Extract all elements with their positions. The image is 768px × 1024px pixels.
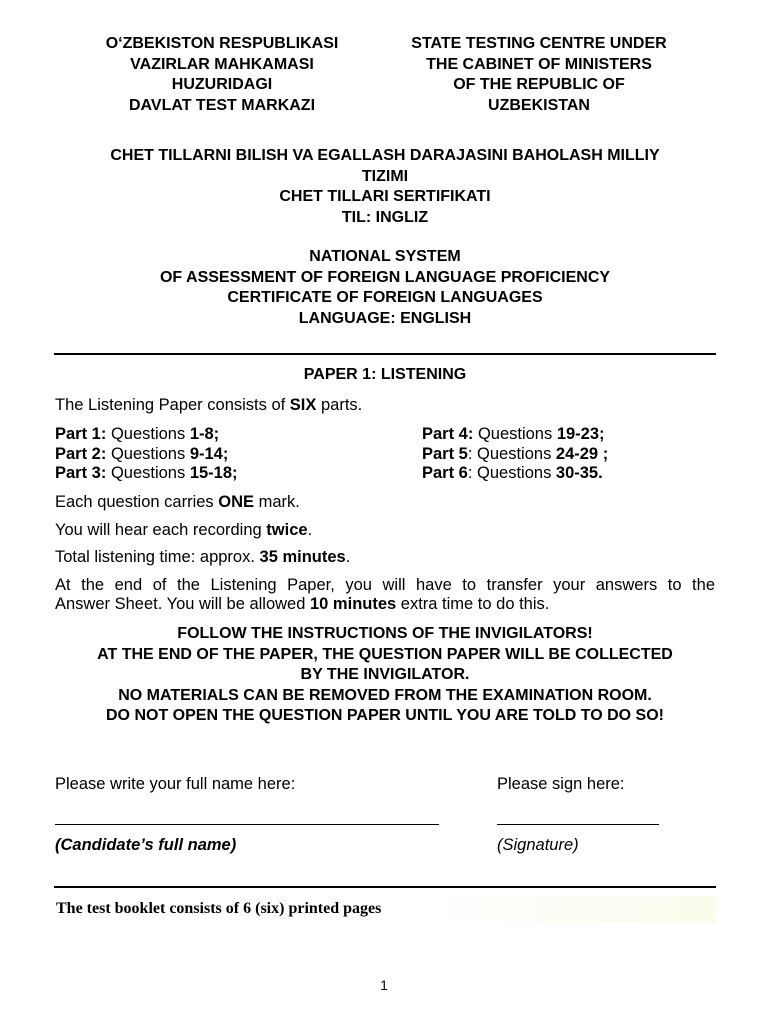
header-right-line: THE CABINET OF MINISTERS (426, 55, 652, 73)
uz-title-line: TIZIMI (361, 167, 409, 185)
part-item: Part 1: Questions 1-8; (55, 425, 220, 443)
header-left-line: VAZIRLAR MAHKAMASI (130, 55, 314, 73)
part-item: Part 5: Questions 24-29 ; (422, 444, 609, 463)
parts-left (55, 425, 238, 484)
en-title-line: OF ASSESSMENT OF FOREIGN LANGUAGE PROFICIENCY (159, 268, 611, 286)
uz-title-line: CHET TILLARNI BILISH VA EGALLASH DARAJASINI BAHOLASH MILLIY (110, 147, 660, 164)
en-title (54, 247, 716, 329)
uz-title-line: CHET TILLARI SERTIFIKATI (279, 188, 491, 205)
instruction-line: AT THE END OF THE PAPER, THE QUESTION PAPER WILL BE COLLECTED (97, 645, 673, 663)
signature-field[interactable] (497, 824, 659, 825)
paper-title: PAPER 1: LISTENING (303, 366, 467, 383)
part-item: Part 6: Questions 30-35. (422, 464, 603, 482)
name-prompt: Please write your full name here: (55, 775, 296, 793)
instruction-line: BY THE INVIGILATOR. (300, 666, 470, 683)
header-left-line: O‘ZBEKISTON RESPUBLIKASI (105, 35, 339, 52)
uz-title (54, 146, 716, 228)
sign-prompt: Please sign here: (497, 775, 625, 793)
header-right-line: STATE TESTING CENTRE UNDER (411, 35, 667, 52)
instruction-line: DO NOT OPEN THE QUESTION PAPER UNTIL YOU ARE TOLD TO DO SO! (106, 707, 664, 724)
transfer-paragraph: At the end of the Listening Paper, you will have to transfer your answers to the Answer Sheet. You will be allowed 10 minutes extra time to do this. (55, 576, 715, 613)
header-right (388, 34, 690, 116)
instruction-line: NO MATERIALS CAN BE REMOVED FROM THE EXAMINATION ROOM. (118, 686, 652, 704)
twice-line: You will hear each recording twice. (55, 521, 313, 539)
instructions (54, 624, 716, 727)
footer-note: The test booklet consists of 6 (six) printed pages (56, 900, 382, 917)
part-item: Part 2: Questions 9-14; (55, 444, 229, 463)
header-left (72, 34, 372, 116)
bottom-divider (54, 886, 716, 888)
part-item: Part 3: Questions 15-18; (55, 464, 238, 482)
part-item: Part 4: Questions 19-23; (422, 425, 605, 443)
time-line: Total listening time: approx. 35 minutes. (55, 548, 351, 566)
en-title-line: CERTIFICATE OF FOREIGN LANGUAGES (227, 289, 543, 306)
en-title-line: NATIONAL SYSTEM (309, 248, 461, 265)
name-field[interactable] (55, 824, 439, 825)
header-right-line: UZBEKISTAN (488, 96, 590, 114)
mark-line: Each question carries ONE mark. (55, 493, 300, 511)
intro-line: The Listening Paper consists of SIX parts. (55, 396, 363, 414)
header-left-line: HUZURIDAGI (171, 76, 273, 93)
sign-caption: (Signature) (497, 836, 579, 854)
page-number: 1 (380, 977, 388, 993)
name-caption: (Candidate’s full name) (55, 836, 237, 854)
top-divider (54, 353, 716, 355)
header-left-line: DAVLAT TEST MARKAZI (128, 96, 316, 114)
parts-right (422, 425, 608, 484)
en-title-line: LANGUAGE: ENGLISH (298, 309, 472, 327)
instruction-line: FOLLOW THE INSTRUCTIONS OF THE INVIGILATORS! (177, 625, 593, 642)
uz-title-line: TIL: INGLIZ (341, 208, 429, 226)
header-right-line: OF THE REPUBLIC OF (453, 76, 625, 93)
